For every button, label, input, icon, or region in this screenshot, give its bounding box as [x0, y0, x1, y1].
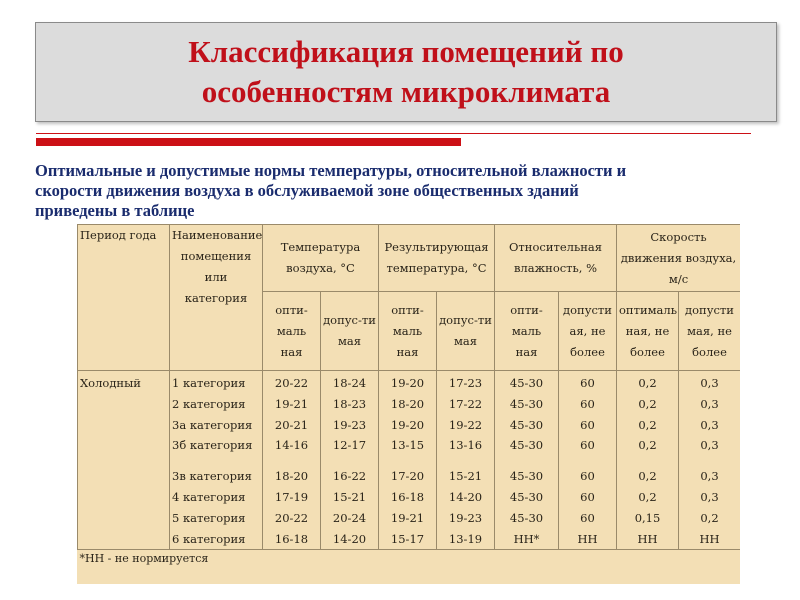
- page-title-line-2: особенностям микроклимата: [201, 74, 611, 109]
- description: [35, 161, 775, 221]
- norms-table-image: [77, 224, 740, 584]
- accent-line-thick: [36, 138, 461, 146]
- subheader-air-temp-optimal: опти-маль ная: [263, 292, 321, 371]
- subheader-humidity-optimal: опти-маль ная: [495, 292, 559, 371]
- header-air-temp: Температура воздуха, °С: [263, 225, 379, 292]
- air-temp-optimal-cell: 20-22 19-21 20-21 14-16 18-20 17-19 20-22 16-18: [263, 371, 321, 550]
- header-row-1: [78, 225, 741, 292]
- humidity-allowed-cell: 60 60 60 60 60 60 60 НН: [559, 371, 617, 550]
- description-line-1: Оптимальные и допустимые нормы температуры, относительной влажности и: [35, 161, 627, 180]
- header-result-temp: Результирующая температура, °С: [379, 225, 495, 292]
- norms-table: [77, 224, 740, 568]
- header-period: Период года: [78, 225, 170, 371]
- description-line-3: приведены в таблице: [35, 201, 195, 220]
- subheader-speed-allowed: допусти мая, не более: [679, 292, 741, 371]
- page-title-line-1: Классификация помещений по: [188, 34, 624, 69]
- subheader-humidity-allowed: допусти ая, не более: [559, 292, 617, 371]
- speed-optimal-cell: 0,2 0,2 0,2 0,2 0,2 0,2 0,15 НН: [617, 371, 679, 550]
- subheader-result-temp-optimal: опти-маль ная: [379, 292, 437, 371]
- subheader-air-temp-allowed: допус-ти мая: [321, 292, 379, 371]
- humidity-optimal-cell: 45-30 45-30 45-30 45-30 45-30 45-30 45-30 НН*: [495, 371, 559, 550]
- air-temp-allowed-cell: 18-24 18-23 19-23 12-17 16-22 15-21 20-24 14-20: [321, 371, 379, 550]
- header-air-speed: Скорость движения воздуха, м/с: [617, 225, 741, 292]
- subheader-result-temp-allowed: допус-ти мая: [437, 292, 495, 371]
- subheader-speed-optimal: оптималь ная, не более: [617, 292, 679, 371]
- result-temp-allowed-cell: 17-23 17-22 19-22 13-16 15-21 14-20 19-23 13-19: [437, 371, 495, 550]
- footnote-row: [78, 550, 741, 569]
- period-cell: Холодный: [78, 371, 170, 550]
- categories-cell: 1 категория 2 категория 3а категория 3б категория 3в категория 4 категория 5 категория 6 категория: [170, 371, 263, 550]
- table-body-row: [78, 371, 741, 550]
- result-temp-optimal-cell: 19-20 18-20 19-20 13-15 17-20 16-18 19-21 15-17: [379, 371, 437, 550]
- accent-line-thin: [36, 133, 751, 134]
- title-box: [35, 22, 777, 122]
- speed-allowed-cell: 0,3 0,3 0,3 0,3 0,3 0,3 0,2 НН: [679, 371, 741, 550]
- description-line-2: скорости движения воздуха в обслуживаемой зоне общественных зданий: [35, 181, 579, 200]
- header-humidity: Относительная влажность, %: [495, 225, 617, 292]
- header-room-name: Наименование помещения или категория: [170, 225, 263, 371]
- footnote: *НН - не нормируется: [78, 550, 741, 569]
